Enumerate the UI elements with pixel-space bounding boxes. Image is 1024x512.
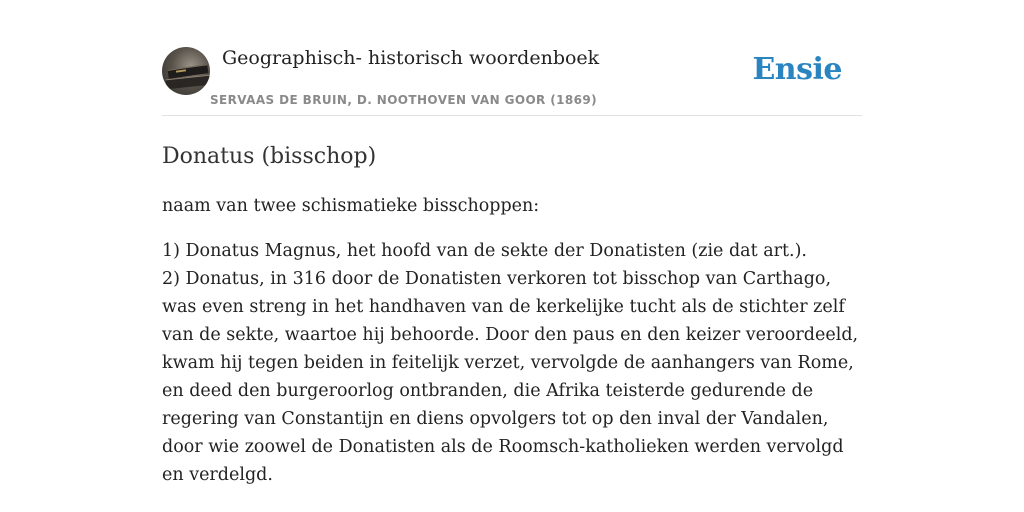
entry-body xyxy=(162,237,862,489)
header xyxy=(162,46,862,116)
ensie-logo[interactable]: Ensie xyxy=(752,52,842,87)
book-cover-icon[interactable] xyxy=(162,47,210,95)
entry-paragraph: 1) Donatus Magnus, het hoofd van de sekte der Donatisten (zie dat art.). xyxy=(162,241,807,261)
entry-paragraph: 2) Donatus, in 316 door de Donatisten verkoren tot bisschop van Carthago, was even streng in het handhaven van de kerkelijke tucht als de stichter zelf van de sekte, waartoe hij behoorde. Door den paus en den keizer veroordeeld, kwam hij tegen beiden in feitelijk verzet, vervolgde de aanhangers van Rome, en deed den burgeroorlog ontbranden, die Afrika teisterde gedurende de regering van Constantijn en diens opvolgers tot op den inval der Vandalen, door wie zoowel de Donatisten als de Roomsch-katholieken werden vervolgd en verdelgd. xyxy=(162,269,859,485)
book-title-link[interactable]: Geographisch- historisch woordenboek xyxy=(222,47,600,69)
content-container xyxy=(162,46,862,489)
book-author: SERVAAS DE BRUIN, D. NOOTHOVEN VAN GOOR (1869) xyxy=(210,93,598,107)
entry-intro: naam van twee schismatieke bisschoppen: xyxy=(162,196,540,216)
entry-title: Donatus (bisschop) xyxy=(162,144,377,169)
